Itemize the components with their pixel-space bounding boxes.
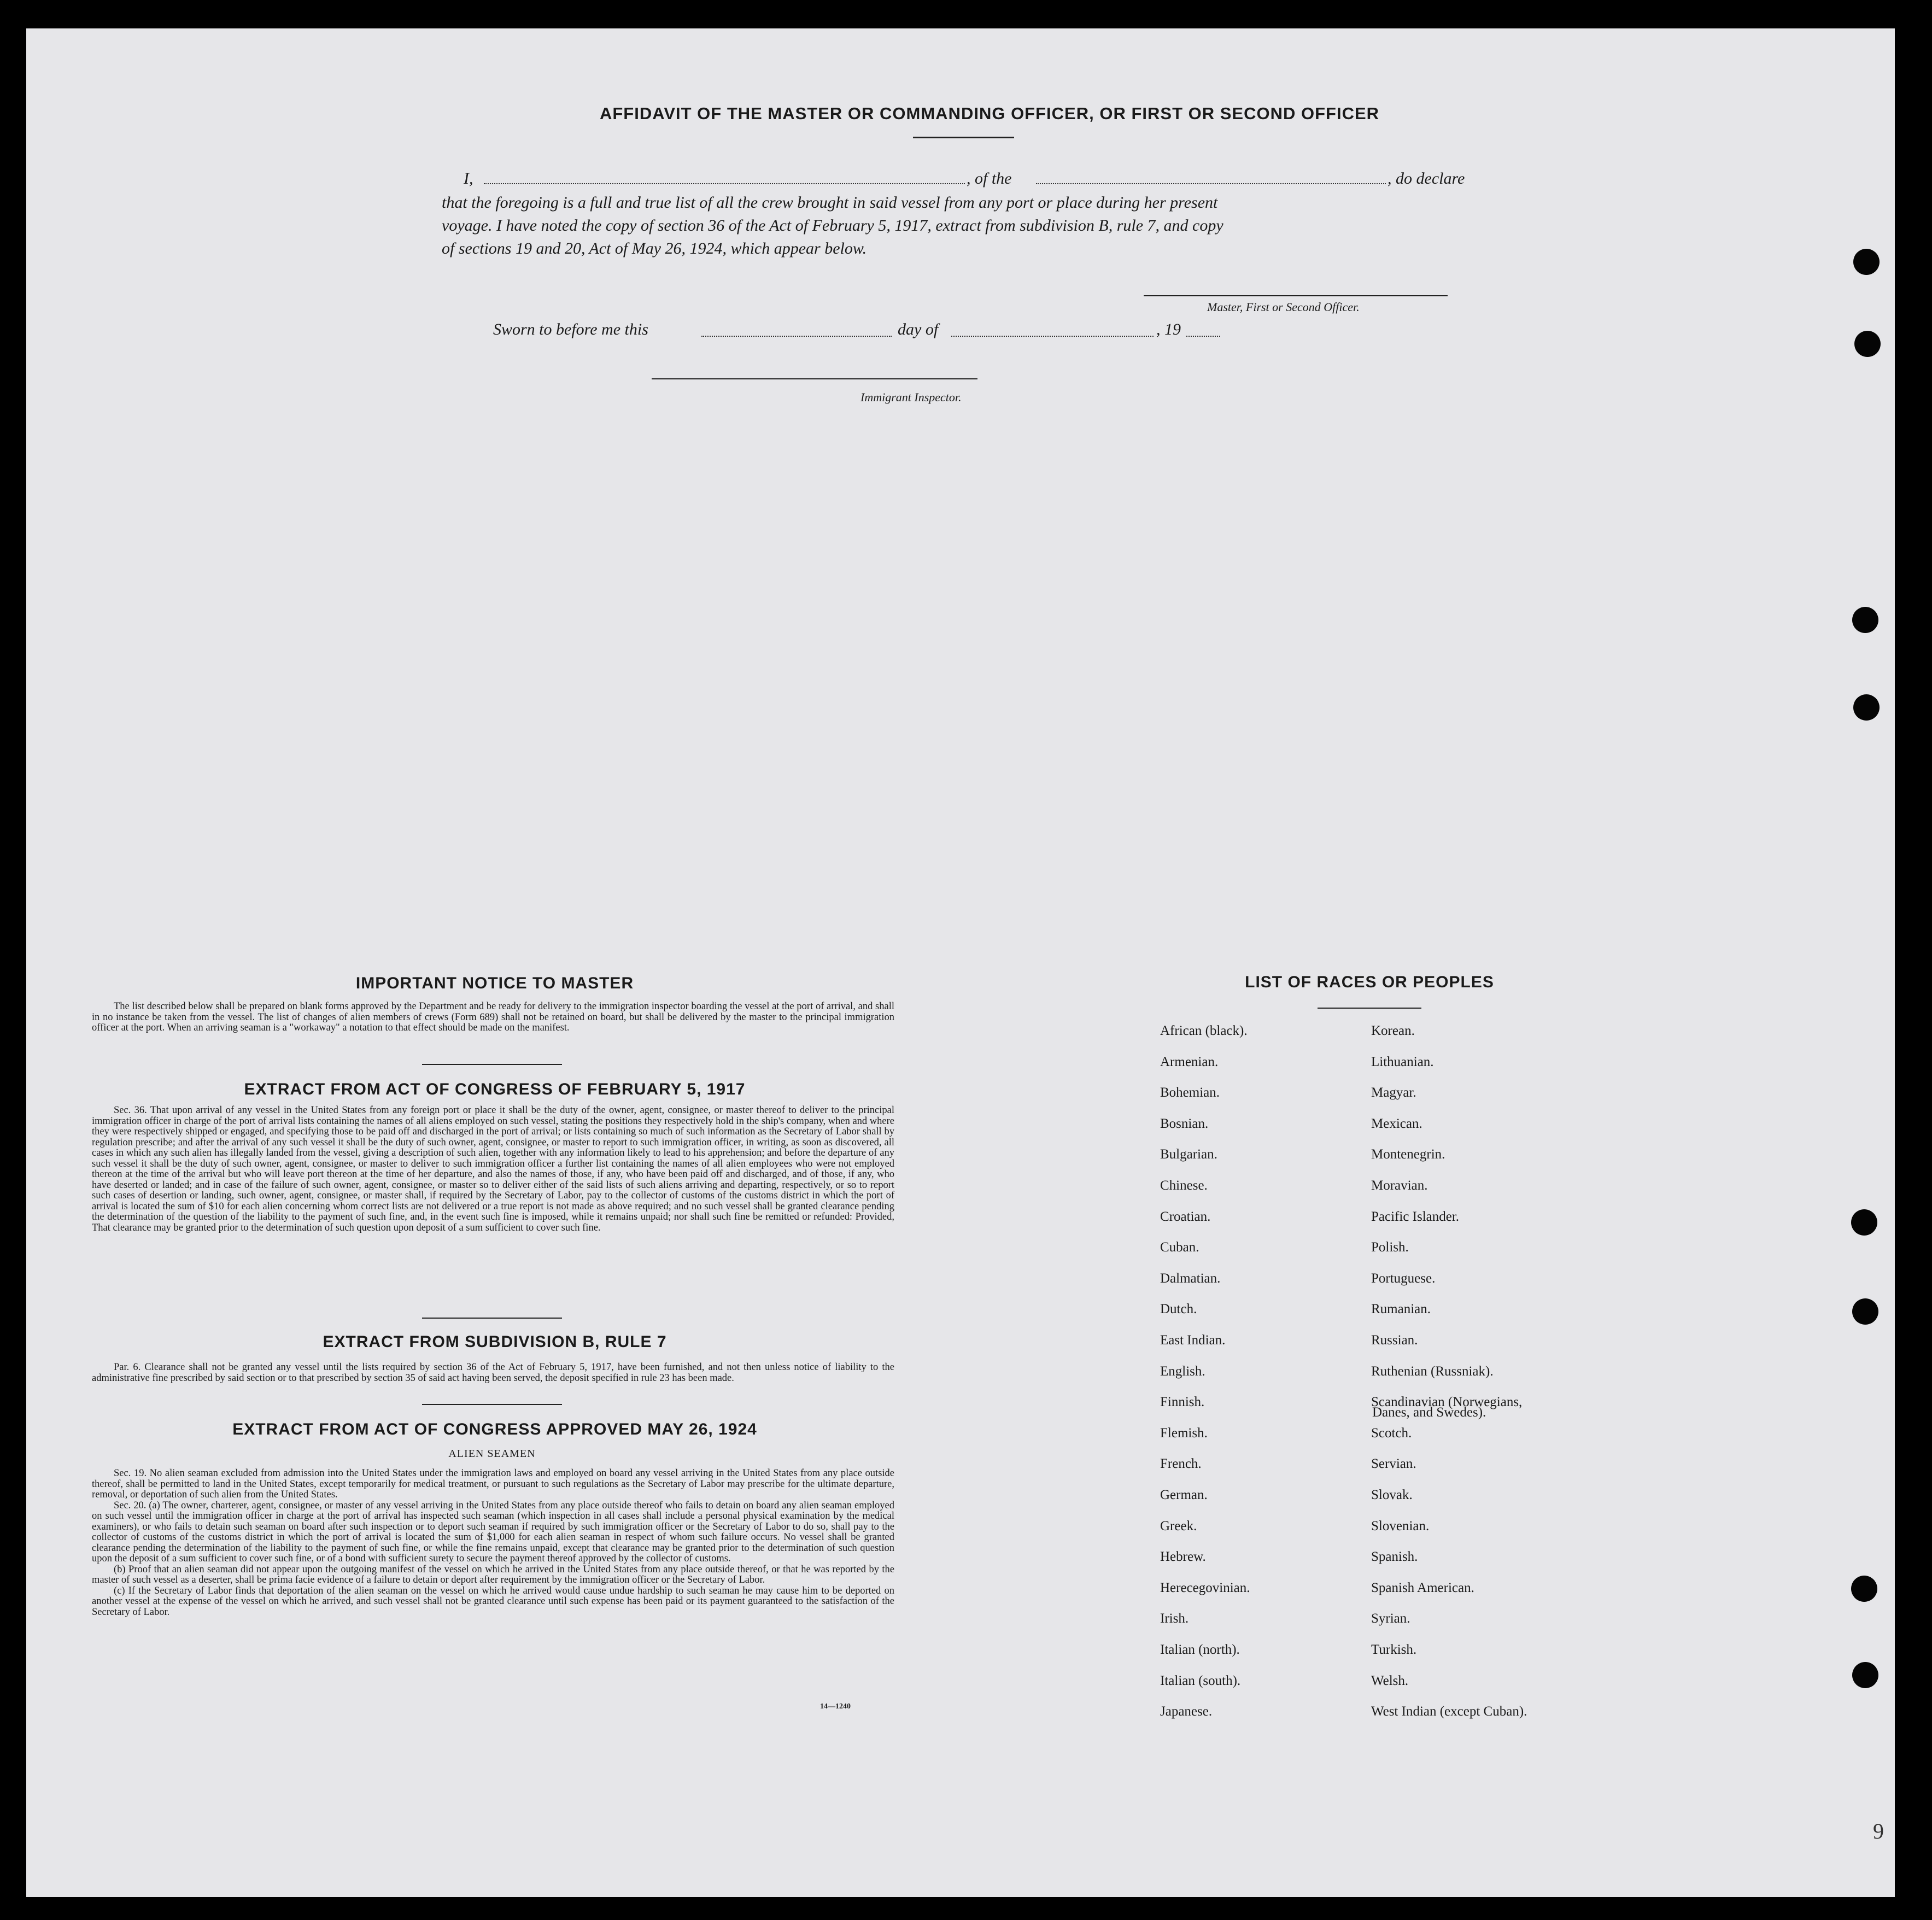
affidavit-do-declare: , do declare bbox=[1387, 169, 1465, 188]
race-item: Lithuanian. bbox=[1371, 1055, 1434, 1069]
race-item: Italian (north). bbox=[1160, 1642, 1240, 1657]
race-item: Mexican. bbox=[1371, 1116, 1422, 1131]
race-item: Pacific Islander. bbox=[1371, 1209, 1460, 1224]
extract-1924-title: EXTRACT FROM ACT OF CONGRESS APPROVED MAY 26, 1924 bbox=[232, 1420, 757, 1438]
race-item: Russian. bbox=[1371, 1333, 1418, 1348]
section-divider bbox=[422, 1404, 562, 1405]
sworn-prefix: Sworn to before me this bbox=[493, 320, 648, 338]
race-item: Cuban. bbox=[1160, 1240, 1199, 1255]
extract-1917-text bbox=[92, 1105, 894, 1233]
race-item: Armenian. bbox=[1160, 1055, 1219, 1069]
race-item: Dalmatian. bbox=[1160, 1271, 1221, 1286]
race-item: Servian. bbox=[1371, 1456, 1416, 1471]
race-item: Chinese. bbox=[1160, 1178, 1208, 1193]
race-item: Scotch. bbox=[1371, 1426, 1412, 1441]
race-item: German. bbox=[1160, 1488, 1208, 1502]
notice-paragraph: The list described below shall be prepared on blank forms approved by the Department and be ready for delivery to the immigration inspector boarding the vessel at the port of arrival, and shall in no instance be taken from the vessel. The list of changes of alien members of crews (Form 689) shall not be retained on board, but shall be delivered by the master to the principal immigration officer at the port. When an arriving seaman is a "workaway" a notation to that effect should be made on the manifest. bbox=[92, 1001, 894, 1033]
master-signature-line bbox=[1144, 295, 1448, 296]
race-item: African (black). bbox=[1160, 1023, 1248, 1038]
race-continuation: Danes, and Swedes). bbox=[1372, 1405, 1486, 1420]
race-item: Hebrew. bbox=[1160, 1549, 1206, 1564]
sworn-month-blank bbox=[951, 336, 1154, 337]
sworn-day-blank bbox=[701, 336, 892, 337]
affidavit-line-3: voyage. I have noted the copy of section 36 of the Act of February 5, 1917, extract from subdivision B, rule 7, and copy bbox=[442, 216, 1223, 235]
race-item: French. bbox=[1160, 1456, 1202, 1471]
notice-text bbox=[92, 1002, 894, 1034]
race-item: Bosnian. bbox=[1160, 1116, 1209, 1131]
sec-19-paragraph: Sec. 19. No alien seaman excluded from admission into the United States under the immigration laws and employed on board any vessel arriving in the United States from any place outside thereof, shall be permitted to land in the United States, except temporarily for medical treatment, or pursuant to such regulations as the Secretary of Labor may prescribe for the ultimate departure, removal, or deportation of such alien from the United States. bbox=[92, 1468, 894, 1500]
sec-20c-paragraph: (c) If the Secretary of Labor finds that deportation of the alien seaman on the vessel on which he arrived would cause undue hardship to such seaman he may cause him to be deported on another vessel at the expense of the vessel on which he arrived, and such vessel shall not be granted clearance until such expense has been paid or its payment guaranteed to the satisfaction of the Secretary of Labor. bbox=[92, 1585, 894, 1618]
race-item: West Indian (except Cuban). bbox=[1371, 1704, 1527, 1719]
race-item: Spanish American. bbox=[1371, 1581, 1474, 1595]
race-item: Spanish. bbox=[1371, 1549, 1418, 1564]
punch-hole bbox=[1853, 249, 1880, 275]
race-item: Slovak. bbox=[1371, 1488, 1413, 1502]
affidavit-of-the: , of the bbox=[967, 169, 1012, 188]
punch-hole bbox=[1852, 607, 1878, 633]
punch-hole bbox=[1852, 1662, 1878, 1688]
punch-hole bbox=[1852, 1298, 1878, 1325]
section-divider bbox=[422, 1064, 562, 1065]
race-item: Herecegovinian. bbox=[1160, 1581, 1250, 1595]
race-item: Turkish. bbox=[1371, 1642, 1417, 1657]
par-6-paragraph: Par. 6. Clearance shall not be granted any vessel until the lists required by section 36 of the Act of February 5, 1917, have been furnished, and not then unless notice of liability to the administrative fine prescribed by said section or to that prescribed by section 35 of said act having been served, the deposit specified in rule 23 has been made. bbox=[92, 1362, 894, 1384]
race-item: Bulgarian. bbox=[1160, 1147, 1217, 1162]
form-number: 14—1240 bbox=[820, 1702, 851, 1711]
race-item: Irish. bbox=[1160, 1611, 1189, 1626]
margin-mark: 9 bbox=[1873, 1819, 1884, 1843]
affidavit-line-4: of sections 19 and 20, Act of May 26, 1924, which appear below. bbox=[442, 239, 867, 257]
sec-20b-paragraph: (b) Proof that an alien seaman did not appear upon the outgoing manifest of the vessel on which he arrived in the United States from any place outside thereof, or that he was reported by the master of such vessel as a deserter, shall be prima facie evidence of a failure to detain or deport after requirement by the immigration officer or the Secretary of Labor. bbox=[92, 1564, 894, 1585]
sworn-year: , 19 bbox=[1156, 320, 1181, 338]
master-signature-label: Master, First or Second Officer. bbox=[1207, 300, 1360, 314]
race-item: Moravian. bbox=[1371, 1178, 1428, 1193]
punch-hole bbox=[1851, 1209, 1877, 1236]
races-title: LIST OF RACES OR PEOPLES bbox=[1245, 973, 1494, 991]
title-divider bbox=[913, 137, 1014, 138]
punch-hole bbox=[1854, 331, 1881, 357]
race-item: Scandinavian (Norwegians, bbox=[1371, 1395, 1523, 1409]
race-item: East Indian. bbox=[1160, 1333, 1226, 1348]
punch-hole bbox=[1851, 1576, 1877, 1602]
race-item: Bohemian. bbox=[1160, 1085, 1220, 1100]
inspector-signature-line bbox=[652, 378, 977, 379]
sec-20a-paragraph: Sec. 20. (a) The owner, charterer, agent, consignee, or master of any vessel arriving in the United States from any place outside thereof who fails to detain on board any alien seaman employed on such vessel until the immigration officer in charge at the port of arrival has inspected such seaman (which inspection in all cases shall include a personal physical examination by the medical examiners), or who fails to detain such seaman on board after such inspection or to deport such seaman if required by such immigration officer or the Secretary of Labor to do so, shall pay to the collector of customs of the customs district in which the port of arrival is located the sum of $1,000 for each alien seaman in respect of whom such failure occurs. No vessel shall be granted clearance pending the determination of the liability to the payment of such fine, or while the fine remains unpaid, except that clearance may be granted prior to the determination of such question upon the deposit of a sum sufficient to cover such fine, or of a bond with sufficient surety to secure the payment thereof approved by the collector of customs. bbox=[92, 1500, 894, 1564]
race-item: English. bbox=[1160, 1364, 1205, 1379]
race-item: Greek. bbox=[1160, 1519, 1197, 1533]
race-item: Croatian. bbox=[1160, 1209, 1211, 1224]
race-item: Ruthenian (Russniak). bbox=[1371, 1364, 1494, 1379]
vessel-blank bbox=[1036, 183, 1386, 184]
section-36-paragraph: Sec. 36. That upon arrival of any vessel in the United States from any foreign port or place it shall be the duty of the owner, agent, consignee, or master thereof to deliver to the principal immigration officer in charge of the port of arrival lists containing the names of all aliens employed on such vessel, stating the positions they respectively hold in the ship's company, when and where they were respectively shipped or engaged, and specifying those to be paid off and discharged in the port of arrival; or lists containing so much of such information as the Secretary of Labor shall by regulation prescribe; and after the arrival of any such vessel it shall be the duty of such owner, agent, consignee, or master to report to such immigration officer, in writing, as soon as discovered, all cases in which any such alien has illegally landed from the vessel, giving a description of such alien, together with any information likely to lead to his apprehension; and before the departure of any such vessel it shall be the duty of such owner, agent, consignee, or master to deliver to such immigration officer a further list containing the names of all alien employees who were not employed thereon at the time of the arrival but who will leave port thereon at the time of her departure, and also the names of those, if any, who have been paid off and discharged, and of those, if any, who have deserted or landed; and in case of the failure of such owner, agent, consignee, or master so to deliver either of the said lists of such aliens arriving and departing, respectively, or so to report such cases of desertion or landing, such owner, agent, consignee, or master shall, if required by the Secretary of Labor, pay to the collector of customs of the customs district in which the port of arrival is located the sum of $10 for each alien concerning whom correct lists are not delivered or a true report is not made as above required; and no such vessel shall be granted clearance pending the determination of the question of the liability to the payment of such fine, and, in the event such fine is imposed, while it remains unpaid; nor shall such fine be remitted or refunded: Provided, That clearance may be granted prior to the determination of such question upon deposit of a sum sufficient to cover such fine. bbox=[92, 1105, 894, 1233]
extract-rule7-title: EXTRACT FROM SUBDIVISION B, RULE 7 bbox=[323, 1333, 667, 1351]
race-item: Flemish. bbox=[1160, 1426, 1208, 1441]
sworn-year-blank bbox=[1186, 336, 1220, 337]
sworn-day-of: day of bbox=[898, 320, 939, 338]
affidavit-title: AFFIDAVIT OF THE MASTER OR COMMANDING OFFICER, OR FIRST OR SECOND OFFICER bbox=[599, 104, 1380, 123]
races-title-divider bbox=[1318, 1008, 1421, 1009]
affidavit-line-2: that the foregoing is a full and true list of all the crew brought in said vessel from any port or place during her present bbox=[442, 194, 1218, 212]
race-item: Slovenian. bbox=[1371, 1519, 1430, 1533]
notice-title: IMPORTANT NOTICE TO MASTER bbox=[355, 974, 634, 992]
section-divider bbox=[422, 1318, 562, 1319]
race-item: Korean. bbox=[1371, 1023, 1415, 1038]
race-item: Italian (south). bbox=[1160, 1673, 1241, 1688]
race-item: Welsh. bbox=[1371, 1673, 1409, 1688]
race-item: Dutch. bbox=[1160, 1302, 1197, 1316]
race-item: Syrian. bbox=[1371, 1611, 1410, 1626]
extract-1917-title: EXTRACT FROM ACT OF CONGRESS OF FEBRUARY 5, 1917 bbox=[244, 1080, 746, 1098]
race-item: Polish. bbox=[1371, 1240, 1409, 1255]
race-item: Magyar. bbox=[1371, 1085, 1416, 1100]
race-item: Japanese. bbox=[1160, 1704, 1213, 1719]
extract-1924-text bbox=[92, 1468, 894, 1618]
inspector-label: Immigrant Inspector. bbox=[860, 390, 962, 404]
punch-hole bbox=[1853, 694, 1880, 721]
race-item: Rumanian. bbox=[1371, 1302, 1431, 1316]
race-item: Portuguese. bbox=[1371, 1271, 1436, 1286]
alien-seamen-heading: ALIEN SEAMEN bbox=[448, 1448, 536, 1460]
name-blank bbox=[484, 183, 965, 184]
affidavit-i: I, bbox=[464, 169, 473, 188]
extract-rule7-text bbox=[92, 1362, 894, 1384]
race-item: Finnish. bbox=[1160, 1395, 1205, 1409]
race-item: Montenegrin. bbox=[1371, 1147, 1445, 1162]
